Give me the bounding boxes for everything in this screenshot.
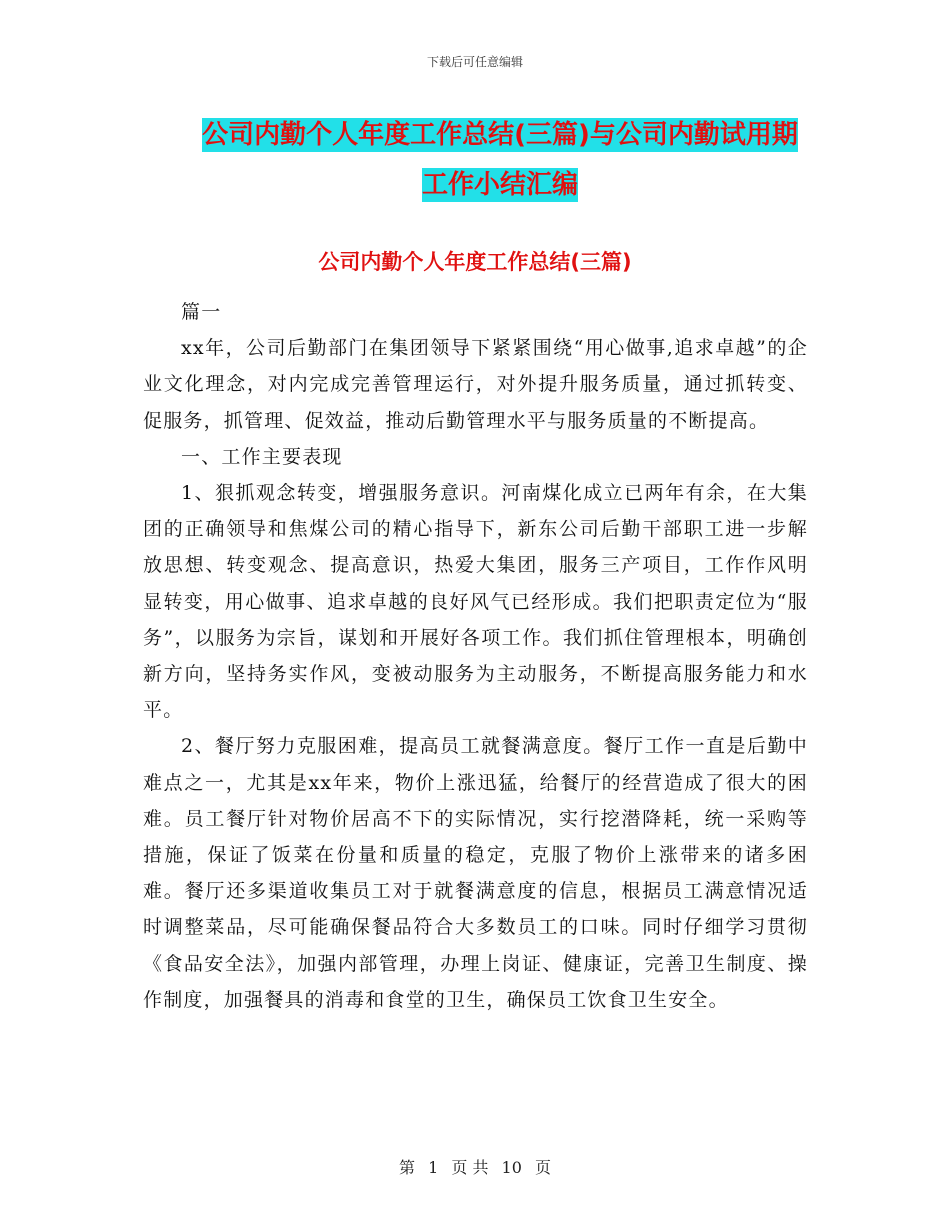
body-text <box>143 294 808 1018</box>
header-note: 下载后可任意编辑 <box>426 55 523 69</box>
main-title-line2: 工作小结汇编 <box>421 170 578 200</box>
paragraph-heading: 一、工作主要表现 <box>181 445 343 468</box>
footer-mid: 页 共 <box>451 1158 489 1177</box>
paragraph-heading: 篇一 <box>181 301 222 323</box>
paragraph: 2、餐厅努力克服困难，提高员工就餐满意度。餐厅工作一直是后勤中难点之一，尤其是xx年来，物价上涨迅猛，给餐厅的经营造成了很大的困难。员工餐厅针对物价居高不下的实际情况，实行挖潜降耗，统一采购等措施，保证了饭菜在份量和质量的稳定，克服了物价上涨带来的诸多困难。餐厅还多渠道收集员工对于就餐满意度的信息，根据员工满意情况适时调整菜品，尽可能确保餐品符合大多数员工的口味。同时仔细学习贯彻《食品安全法》，加强内部管理，办理上岗证、健康证，完善卫生制度、操作制度，加强餐具的消毒和食堂的卫生，确保员工饮食卫生安全。 <box>143 735 808 1011</box>
main-title-line1: 公司内勤个人年度工作总结(三篇)与公司内勤试用期 <box>202 120 798 150</box>
footer-total-pages: 10 <box>501 1158 522 1177</box>
footer-suffix: 页 <box>535 1158 552 1177</box>
paragraph: xx年，公司后勤部门在集团领导下紧紧围绕“用心做事,追求卓越”的企业文化理念，对内完成完善管理运行，对外提升服务质量，通过抓转变、促服务，抓管理、促效益，推动后勤管理水平与服务质量的不断提高。 <box>143 337 808 432</box>
main-title <box>180 110 820 210</box>
footer-page-number: 1 <box>428 1158 439 1177</box>
page-footer <box>0 1155 950 1178</box>
footer-prefix: 第 <box>398 1158 415 1177</box>
section-title: 公司内勤个人年度工作总结(三篇) <box>318 250 632 274</box>
paragraph: 1、狠抓观念转变，增强服务意识。河南煤化成立已两年有余，在大集团的正确领导和焦煤公司的精心指导下，新东公司后勤干部职工进一步解放思想、转变观念、提高意识，热爱大集团，服务三产项目，工作作风明显转变，用心做事、追求卓越的良好风气已经形成。我们把职责定位为“服务”，以服务为宗旨，谋划和开展好各项工作。我们抓住管理根本，明确创新方向，坚持务实作风，变被动服务为主动服务，不断提高服务能力和水平。 <box>143 482 808 722</box>
